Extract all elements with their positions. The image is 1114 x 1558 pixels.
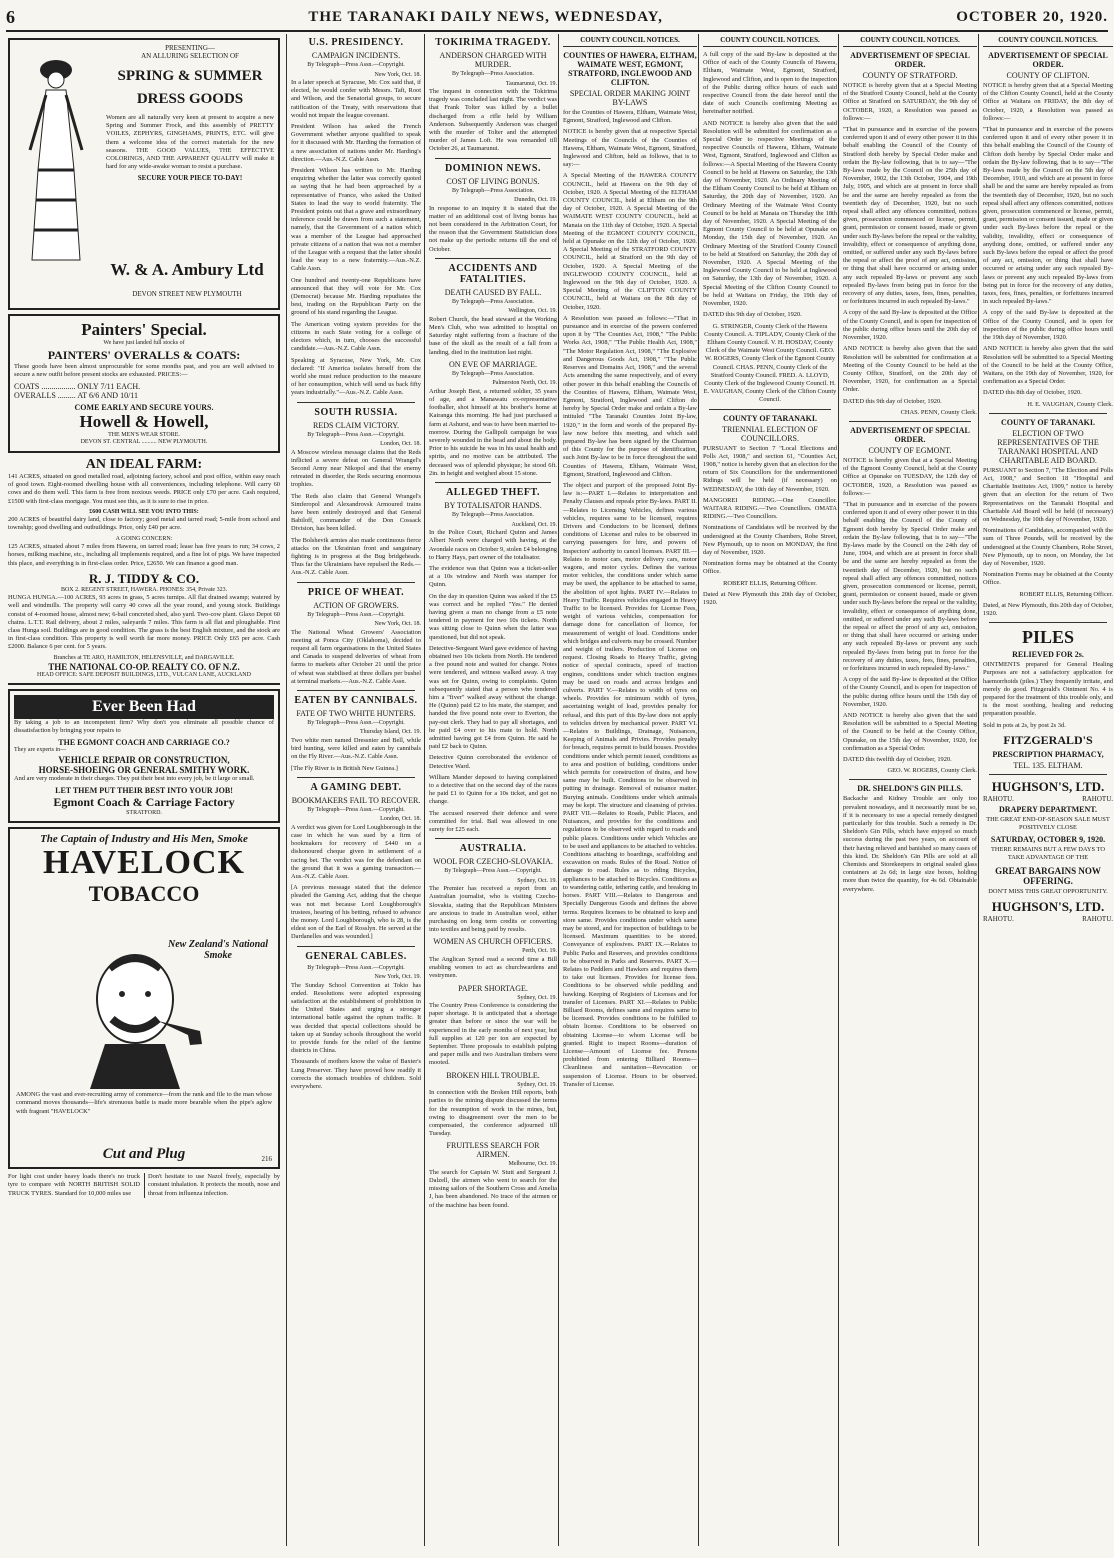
- notice-para: Nomination Forms may be obtained at the County Office.: [983, 571, 1113, 587]
- havelock-foot: Cut and Plug: [102, 1146, 186, 1163]
- article-para: Detective-Sergeant Ward gave evidence of having obtained two 10s tickets from North. He tendered a five pound note and waited for change. Notes were tendered, and witness walked away. A tray was set for Quinn, owing to complaints. Quinn subsequently stated that a person who tendered him a "fiver" walked away without the change. He (Quinn) paid £2 to his mate, the stamper, and handed the five pound note over to Everton, the pay-out clerk. They had to pay all shortages, and he paid £4 over to his mate to hold. North admitted having got £4 from Quinn. He said he paid £2 back to Quinn.: [429, 644, 557, 751]
- havelock-brand2: TOBACCO: [88, 881, 200, 907]
- notice-dated: DATED this 9th day of October, 1920.: [703, 311, 802, 319]
- article-para: Thousands of mothers know the value of Baxter's Lung Preserver. They have proved how readily it corrects the stomach troubles of children. Sold everywhere.: [291, 1058, 421, 1091]
- havelock-ad: [8, 827, 280, 1169]
- byline: By Telegraph—Press Assn.—Copyright.: [444, 868, 542, 875]
- divider: [435, 482, 551, 483]
- article-para: Detective Quinn corroborated the evidence of Detective Ward.: [429, 754, 557, 770]
- dateline: Perth, Oct. 19.: [522, 948, 557, 955]
- article-para: Two white men named Dressnier and Bell, while bird hunting, were killed and eaten by cannibals on the Fly River.—Aus.-N.Z. Cable Assn.: [291, 736, 421, 761]
- subheading: PAPER SHORTAGE.: [458, 983, 528, 993]
- piles-title: PILES: [1021, 627, 1075, 648]
- notice-para: AND NOTICE is hereby also given that the said Resolution will be submitted for confirmation as a Special Order to respective Meetings of the respective Councils of Hawera, Eltham, Waimate West, Egmont, Stratford, Inglewood and Clifton as follows:—A Special Meeting of the Hawera County Council to be held at Hawera on Saturday, the 13th day of November, 1920. An Ordinary Meeting of the Eltham County Council to be held at Eltham on Saturday, the 20th day of November, 1920. An Ordinary Meeting of the Waimate West County Council to be held at Manaia on Thursday the 18th day of November, 1920. A Special Meeting of the Egmont County Council to be held at Opunake on Monday, the 15th day of November, 1920. An Ordinary Meeting of the Stratford County Council to be held at Stratford on Saturday, the 20th day of November, 1920. A Special Meeting of the Inglewood County Council to be held at Inglewood on Saturday, the 13th day of November, 1920. A Special Meeting of the Clifton County Council to be held at Waitara on Friday, the 19th day of November, 1920.: [703, 119, 837, 308]
- notice-para: MANGOREI RIDING.—One Councillor. WAITARA RIDING.—Two Councillors. OMATA RIDING.—Two Councillors.: [703, 496, 837, 521]
- egmont-name1: THE EGMONT COACH AND CARRIAGE CO.?: [58, 738, 230, 748]
- clifton-order-title: ADVERTISEMENT OF SPECIAL ORDER.: [988, 51, 1108, 69]
- ad-highlight: GREAT BARGAINS NOW OFFERING.: [995, 865, 1101, 886]
- cannibals-heading: EATEN BY CANNIBALS.: [294, 694, 418, 706]
- news-column-2: [424, 34, 557, 1546]
- notice-para: A copy of the said By-law is deposited at the Office of the County Council, and is open for inspection of the public during office hours until the 15th day of November, 1920.: [843, 676, 977, 708]
- column-heading: COUNTY COUNCIL NOTICES.: [563, 36, 697, 47]
- fitzgerald-name: FITZGERALD'S: [1003, 732, 1093, 747]
- article-para: The American voting system provides for the citizens in each State voting for a college of electors which, in turn, chooses the successful candidate.—Aus.-N.Z. Cable Assn.: [291, 320, 421, 353]
- byline: By Telegraph—Press Assn.—Copyright.: [307, 62, 405, 68]
- ambury-address: DEVON STREET NEW PLYMOUTH: [132, 290, 242, 298]
- pipe-smoker-icon: [50, 949, 220, 1089]
- news-column-1: [286, 34, 421, 1546]
- dateline: New York, Oct. 18.: [374, 71, 421, 78]
- divider: [297, 777, 415, 778]
- howell-sub: PAINTERS' OVERALLS & COATS:: [47, 347, 241, 362]
- article-para: The Anglican Synod read a second time a Bill enabling women to act as churchwardens and vestrymen.: [429, 955, 557, 980]
- subheading: COST OF LIVING BONUS.: [446, 176, 540, 186]
- subheading: PRESCRIPTION PHARMACY,: [992, 749, 1104, 759]
- ambury-line2: DRESS GOODS: [136, 91, 244, 107]
- howell-lead: We have just landed full stocks of: [103, 340, 185, 346]
- notice-para: The object and purport of the proposed Joint By-law is:—PART I.—Relates to interpretation and Penalty Clauses and repeals prior By-laws. PART II.—Relates to Licensing Vehicles, defines various vehicles, requires same to be licensed, requires Drivers and Conductors to be licensed, defines conditions of License and rules to be observed in carrying passengers for hire, and powers of Inspectors' authority to cancel licenses. PART III.—Relates to motor cars, motor delivery cars, motor wagons, and motor cycles. Defines the various motor vehicles, the conditions under which same may be used, the appliance to be attached to same, the abolition of spot lights. PART IV.—Relates to Heavy Traffic. Requires vehicles engaged in Heavy Traffic to be licensed. Provides for License Fees, weight of various vehicles, compensation for damage done for cancellation of licence, for measurement of weight of load. Conditions under which bridges and culverts may be crossed. Number and weight of trailers. Production of License on request. Closing Roads to Heavy Traffic, giving notice of special contracts, speed of traction engines, conditions under which traction engines may be used on roads and across bridges and culverts. PART V.—Relates to width of tyres on wheels. Provides for minimum width of tyres, ascertaining weight of load, provides penalty for refusal, and this part of this By-law does not apply to vehicles driven by mechanical power. PART VI.—Relates to Buildings, Drainage, Nuisances, Keeping of Animals and Privies. Provides penalty for breach, requires permit to build houses. Provides conditions under which permit issued, conditions as to area and position of building, conditions under which permits for construction of drains, and how same may be built. Conditions to be observed in putting in drainage. Removal of nuisance matter. Burying animals. Conditions under which animals may be kept. The structure and cleansing of privies. PART VII.—Relates to Roads, Public Places, and Nuisances, and provides for the conditions and regulations to be observed with regard to roads and public places. Conditions under which Vehicles are to be used and appliances to be attached to vehicles. Conditions attaching to hoardings, scaffolding and excavation on roads. Rules of the Road. Notice of damage to road. Rules as to riding Bicycles, appliances to be attached to Bicycles. Conditions as to wandering cattle, tethering cattle, and breaking in horses. PART VIII.—Relates to Dangerous and Specially Dangerous Goods and defines the above terms. Requires licenses to be obtained to keep and store same. Provides conditions under which same may be stored, and for inspection of buildings to be licensed. Maximum quantities to be stored. Conveyance of explosives. PART IX.—Relates to Public Parks and Reserves, and provides conditions to be observed in Parks and Reserves. PART X.—Relates to Peddlers and Hawkers and requires them to take out licenses. Provides for license fees. Conditions to be observed while peddling and hawking. Keeping of Registers of Licenses and for transfer of Licenses. PART XI.—Relates to Public Billiard Rooms, defines same and requires same to be licensed. Provides conditions to be fulfilled to obtain license. Conditions to be observed on obtaining License—to whom License will be granted. Right to inspect Rooms—duration of License—Amount of License fee. Persons prohibited from entering Billiard Rooms—Cleanliness and sanitation—Revocation or suspension of License. Hours to be observed. Transfer of License.: [563, 481, 697, 1088]
- howell-tag: THE MEN'S WEAR STORE.: [108, 431, 180, 438]
- subheading: FRUITLESS SEARCH FOR AIRMEN.: [446, 1141, 540, 1160]
- ads-column: [8, 34, 280, 1546]
- subheading: COUNTY OF EGMONT.: [868, 445, 952, 455]
- byline: By Telegraph—Press Association.: [452, 370, 534, 377]
- byline: By Telegraph—Press Assn.—Copyright.: [307, 964, 405, 971]
- dateline: Sydney, Oct. 19.: [517, 1081, 557, 1088]
- subheading: SPECIAL ORDER MAKING JOINT BY-LAWS: [569, 89, 691, 107]
- dominion-news-heading: DOMINION NEWS.: [445, 162, 541, 174]
- dateline: London, Oct. 18.: [380, 816, 421, 823]
- divider: [297, 582, 415, 583]
- notice-para: "That in pursuance and in exercise of the powers conferred upon it and of every other power it in this behalf enabling the Council of the County of Stratford doth hereby by Special Order make and ordain the By-law following, that is to say—"The By-laws made by the Council on the 25th day of November, 1902, the 13th October, 1904, and 19th July, 1905, and which are at present in force shall be and the same are hereby repealed as from the twentieth day of December, 1920, but no such repeal shall affect any offences committed, notices given, prosecution commenced or license, permit, grant, permission or consent issued, made or given under such By-laws before the repeal or the validity, invalidity, effect or consequence of anything done, omitted, or suffered under any such By-laws before the repeal or affect the proof of any act, omission, or thing that shall have occurred or arising under any such repealed By-laws or prevent any such repealed By-laws from being put in force for the recovery of any duties, taxes, fees, fines, penalties, or forfeitures incurred in such repealed By-laws.": [843, 126, 977, 306]
- accidents-heading: ACCIDENTS AND FATALITIES.: [448, 262, 538, 285]
- article-para: In the Police Court, Richard Quinn and James Albert North were charged with having, at the Avondale races on October 9, stolen £4 belonging to Harry Hays, part owner of the totalisator.: [429, 529, 557, 561]
- subheading: DRAPERY DEPARTMENT.: [999, 804, 1097, 814]
- ad-para: THE GREAT END-OF-SEASON SALE MUST POSITIVELY CLOSE: [986, 815, 1110, 831]
- hospital-election-title: COUNTY OF TARANAKI.: [1000, 417, 1095, 427]
- farm-branches: Branches at TE ARO, HAMILTON, HELENSVILLE, and DARGAVILLE.: [53, 654, 235, 661]
- article-para: The search for Captain W. Stutt and Sergeant J. Dalzell, the airmen who went to search for the missing sailors of the Southern Cross and Amelia J, has been abandoned. No trace of the airmen or of the machine has been found.: [429, 1168, 557, 1209]
- article-para: President Wilson has written to Mr. Harding enquiring whether the latter was correctly quoted as saying that he had been approached by a representative of France, who asked the United States to lead the way to world fraternity. The President points out that a grave and extraordinary inference could be drawn from such a statement, namely, that the Government of a nation which was a member of the League had approached private citizens of a nation that was not a member of the League with a request that the latter should lead the way to a new fraternity.—Aus.-N.Z. Cable Assn.: [291, 167, 421, 273]
- article-para: The Reds also claim that General Wrangel's Simferopol and Alexandrovsk Armoured trains have been entirely destroyed and that General Babiloff, commander of the Don Cossack Division, has been killed.: [291, 492, 421, 533]
- subheading: ANDERSON CHARGED WITH MURDER.: [439, 51, 547, 69]
- divider: [297, 690, 415, 691]
- column-heading: COUNTY COUNCIL NOTICES.: [843, 36, 977, 47]
- egmont-experts: They are experts in—: [14, 747, 67, 754]
- egmont-town: STRATFORD.: [126, 809, 162, 816]
- farm-p4: A GOING CONCERN:: [115, 535, 173, 542]
- notice-signatures: G. STRINGER, County Clerk of the Hawera County Council. A. TIPLADY, County Clerk of the Eltham County Council. V. H. HOSDAY, County Clerk of the Waimate West County Council. GEO. W. ROGERS, County Clerk of the Egmont County Council. CHAS. PENN, County Clerk of the Stratford County Council. FRED. A. LLOYD, County Clerk of the Inglewood County Council. H. E. VAUGHAN, County Clerk of the Clifton County Council.: [703, 322, 837, 404]
- subheading: BY TOTALISATOR HANDS.: [444, 501, 542, 511]
- notice-para: A Resolution was passed as follows:—"That in pursuance and in exercise of the powers conferred upon it by "The Counties Act, 1908," "The Public Works Act, 1908," "The Public Health Act, 1908," "The Motor Regulation Act, 1908," "The Explosive and Dangerous Goods Act, 1908," "The Public Reserves and Domains Act, 1908," and the several Acts amending the same respectively, and of every other power in this behalf enabling the Councils of the Counties of Hawera, Eltham, Waimate West, Egmont, Stratford, Inglewood and Clifton do hereby by Special Order make and ordain a By-law intituled "The Taranaki Counties Joint By-law, 1920," in the form and words of the prepared By-law now before this meeting, and which said prepared By-law has been signed by the Chairman of this County for the purpose of identification, such Joint By-law to be in force throughout the said Counties of Hawera, Eltham, Waimate West, Egmont, Stratford, Inglewood and Clifton.: [563, 314, 697, 478]
- divider: [989, 413, 1107, 414]
- subheading: ON EVE OF MARRIAGE.: [449, 359, 537, 369]
- page-header: [6, 4, 1108, 32]
- notice-para: PURSUANT to Section 7 "Local Elections and Polls Act, 1908," and section 61, "Counties Act, 1908," notice is hereby given that an election for the return of Six Councillors for the undermentioned Ridings will be held (if necessary) on WEDNESDAY, the 10th day of November, 1920.: [703, 444, 837, 493]
- subheading: WOOL FOR CZECHO-SLOVAKIA.: [433, 857, 553, 867]
- notices-column-4: [978, 34, 1113, 1546]
- byline: By Telegraph—Press Assn.—Copyright.: [307, 806, 405, 813]
- byline: By Telegraph—Press Assn.—Copyright.: [307, 431, 405, 438]
- article-para: The accused reserved their defence and were committed for trial. Bail was allowed in one surety for £25 each.: [429, 809, 557, 833]
- ad-para: THERE REMAINS BUT A FEW DAYS TO TAKE ADVANTAGE OF THE: [991, 846, 1105, 862]
- farm-p1: 141 ACRES, situated on good metalled road, adjoining factory, school and post office, within easy reach of good town. Eight-roomed dwelling house with all conveniences, including telephone. Will carry 60 cows and do them well. This farm is free from noxious weeds. PRICE only £70 per acre. Cash required, £1500 with first-class mortgage. You must see this, as it is sure to rise in price.: [8, 472, 280, 505]
- egmont-cta: LET THEM PUT THEIR BEST INTO YOUR JOB!: [55, 785, 233, 795]
- howell-name: Howell & Howell,: [79, 411, 209, 431]
- havelock-body: AMONG the vast and ever-recruiting army of commerce—from the rank and file to the man whose command moves thousands—life's strenuous battle is made more bearable when the pipe's aglow with fragrant "HAVELOCK": [16, 1091, 272, 1115]
- nazol-ad: Don't hesitate to use Nazol freely, especially by constant inhalation. It protects the mouth, nose and throat from influenza infection.: [144, 1173, 280, 1198]
- divider: [989, 622, 1107, 623]
- location-label: RAHOTU.: [983, 914, 1014, 923]
- egmont-line1: VEHICLE REPAIR OR CONSTRUCTION,: [58, 754, 230, 765]
- divider: [709, 409, 831, 410]
- gaming-debt-heading: A GAMING DEBT.: [310, 781, 402, 793]
- notice-dated: Dated, at New Plymouth, this 20th day of October, 1920.: [983, 601, 1113, 617]
- notice-para: A copy of the said By-law is deposited at the Office of the County Council, and is open for inspection of the public during office hours until the 19th day of November, 1920.: [983, 309, 1113, 342]
- howell-address: DEVON ST. CENTRAL .......... NEW PLYMOUTH.: [80, 439, 208, 446]
- article-para: Robert Church, the head steward at the Working Men's Club, who was admitted to hospital on Saturday night suffering from a fracture of the base of the skull as the result of a fall from a landing, died in the institution last night.: [429, 315, 557, 356]
- subheading: TRIENNIAL ELECTION OF COUNCILLORS.: [722, 424, 818, 443]
- notice-para: Nomination forms may be obtained at the County Office.: [703, 560, 837, 576]
- howell-coats: COATS ................. ONLY 7/11 EACH.: [14, 381, 141, 391]
- byline: By Telegraph—Press Association.: [452, 187, 534, 194]
- farm-contact: BOX 2. REGENT STREET, HAWERA. PHONES: 354, Private 323.: [60, 586, 228, 593]
- general-cables-heading: GENERAL CABLES.: [305, 950, 407, 962]
- notice-para: Nominations of Candidates will be received by the undersigned at the County Chambers, Robe Street, New Plymouth, up to noon on MONDAY, the first day of November, 1920.: [703, 524, 837, 556]
- ambury-body: Women are all naturally very keen at present to acquire a new Spring and Summer Frock, and this assembly of PRETTY VOILES, ZEPHYRS, GINGHAMS, PRINTS, ETC. will give them a welcome idea of the correct materials for the new seasons. THE GOOD VALUES, THE EFFECTIVE COLORINGS, AND THE APPARENT QUALITY will make it hard for any wide-awake woman to resist a purchase.: [106, 114, 274, 171]
- ambury-selection: AN ALLURING SELECTION OF: [141, 52, 239, 60]
- joint-bylaw-title: COUNTIES OF HAWERA, ELTHAM, WAIMATE WEST, EGMONT, STRATFORD, INGLEWOOD AND CLIFTON.: [563, 51, 697, 87]
- location-label: RAHOTU.: [1082, 914, 1113, 923]
- location-label: RAHOTU.: [983, 794, 1014, 803]
- article-para: William Mander deposed to having complained to a detective that on the second day of the races he paid £1 to Quinn for a 10s ticket, and got no change.: [429, 773, 557, 806]
- egmont-order-title: ADVERTISEMENT OF SPECIAL ORDER.: [850, 425, 970, 444]
- notice-signature: ROBERT ELLIS, Returning Officer.: [723, 579, 817, 587]
- farm-p5: 125 ACRES, situated about 7 miles from Hawera, on tarred road; lease has five years to run; 34 cows, 2 horses, milking machine, etc., including all implements required, and a fine lot of pigs. We have inspected this place, and everything is in first-class order. Price, £2650. We can finance a good man.: [8, 543, 280, 567]
- farm-coop: THE NATIONAL CO-OP. REALTY CO. OF N.Z.: [48, 662, 240, 673]
- divider: [849, 421, 971, 422]
- subheading: COUNTY OF CLIFTON.: [1006, 71, 1090, 80]
- subheading: COUNTY OF STRATFORD.: [862, 71, 958, 80]
- ambury-line1: SPRING & SUMMER: [117, 68, 263, 84]
- farm-p6: HUNGA HUNGA.—100 ACRES, 93 acres in grass, 5 acres turnips. All flat drained swamp; watered by well and windmills. The property will carry 40 cows all the year round, and young stock. Buildings consist of 4-roomed house, almost new; 6-bail concreted shed, also yard. Two-cow plant. Glaxo Depot 60 chains. L.T.T. Rail delivery, about 2 miles, saleyards 7 miles. This farm is all flat and ploughable. First class Hunga soil. Buildings are in good condition. The grass is the best English mixture, and the stock are in first-class condition. This property is well worth far more money. PRICE Only £65 per acre. Cash £2000. Balance 6 per cent. for 5 years.: [8, 594, 280, 651]
- notice-dated: DATED this 9th day of October, 1920.: [843, 397, 942, 405]
- egmont-title: Ever Been Had: [14, 695, 274, 719]
- havelock-code: 216: [261, 1155, 272, 1164]
- notice-signature: CHAS. PENN, County Clerk.: [900, 408, 977, 416]
- article-para: In connection with the Broken Hill reports, both parties to the mining dispute discussed the terms for the resumption of work in the mines, but, owing to disagreement over the men to be compensated, the conference adjourned till Tuesday.: [429, 1089, 557, 1138]
- column-heading: COUNTY COUNCIL NOTICES.: [703, 36, 837, 47]
- farm-office: HEAD OFFICE: SAFE DEPOSIT BUILDINGS, LTD., VULCAN LANE, AUCKLAND: [37, 672, 251, 679]
- notices-column-1: [558, 34, 697, 1546]
- howell-overalls: OVERALLS ......... AT 6/6 AND 10/11: [14, 390, 139, 400]
- ad-para: OINTMENTS prepared for General Healing Purposes are not a satisfactory application for haemorrhoids (piles.) They frequently irritate, and merely do good. Fitzgerald's Ointment No. 4 is prepared for the treatment of this trouble only, and is the most soothing, healing and reducing preparation possible.: [983, 661, 1113, 718]
- notice-dated: Dated at New Plymouth this 20th day of October, 1920.: [703, 590, 837, 606]
- column-heading: COUNTY COUNCIL NOTICES.: [983, 36, 1113, 47]
- notice-para: A copy of the said By-law is deposited at the Office of the County Council, and is open for inspection of the public during office hours until the 20th day of November, 1920.: [843, 309, 977, 342]
- egmont-line2: HORSE-SHOEING OR GENERAL SMITHY WORK.: [38, 764, 250, 775]
- subheading: RELIEVED FOR 2s.: [1012, 650, 1084, 660]
- sale-date: SATURDAY, OCTOBER 9, 1920.: [990, 835, 1106, 845]
- dateline: New York, Oct. 19.: [374, 974, 421, 981]
- egmont-p2: And are very moderate in their charges. They put their best into every job, be it large or small.: [14, 774, 255, 782]
- ad-para: Backache and Kidney Trouble are only too prevalent nowadays, and it necessarily must be so, if it is necessary to use a special remedy designed particularly for this trouble. Such a remedy is Dr. Sheldon's Gin Pills, which have enjoyed so much success during the past two years, on account of their having relieved and banished so many cases of this kind. Dr. Sheldon's Gin Pills are sold at all Chemists and Storekeepers in original sealed glass containers at 2s 6d; in large size boxes, holding more than twice the quantity, for 4s 6d. Obtainable everywhere.: [843, 795, 977, 893]
- hughsons-name-2: HUGHSON'S, LTD.: [991, 898, 1105, 914]
- australia-heading: AUSTRALIA.: [459, 843, 527, 855]
- dateline: Melbourne, Oct. 19.: [508, 1161, 557, 1168]
- notice-para: A Special Meeting of the HAWERA COUNTY COUNCIL, held at Hawera on the 9th day of October, 1920. A Special Meeting of the ELTHAM COUNTY COUNCIL, held at Eltham on the 9th day of October, 1920. A Special Meeting of the WAIMATE WEST COUNTY COUNCIL, held at Manaia on the 11th day of October, 1920. A Special Meeting of the EGMONT COUNTY COUNCIL, held at Opunake on the 12th day of October, 1920. A Special Meeting of the STRATFORD COUNTY COUNCIL, held at Stratford on the 9th day of October, 1920. A Special Meeting of the INGLEWOOD COUNTY COUNCIL, held at Inglewood on the 9th day of October, 1920. A Special Meeting of the CLIFTON COUNTY COUNCIL, held at Waitara on the 8th day of October, 1920.: [563, 172, 697, 311]
- article-para: The evidence was that Quinn was a ticket-seller at a 10s window and North was stamper for Quinn.: [429, 564, 557, 589]
- dateline: Palmerston North, Oct. 19.: [492, 380, 557, 387]
- dateline: Taumarunui, Oct. 19.: [505, 80, 557, 87]
- notice-para: AND NOTICE is hereby also given that the said Resolution will be submitted for confirmation at a Meeting of the County Council to be held at the County Office, Stratford, on the 20th day of November, 1920, for confirmation as a Special Order.: [843, 345, 977, 394]
- article-para: [A previous message stated that the defence pleaded the Gaming Act, adding that the cheque was not met because Lord Loughborough's trustees, hearing of his betting, refused to advance the money. Lord Loughborough, who is 28, is the eldest son of the Earl of Rosslyn. He served at the Dardanelles and was wounded.]: [291, 884, 421, 941]
- byline: By Telegraph—Press Association.: [452, 512, 534, 519]
- howell-title: Painters' Special.: [81, 320, 207, 339]
- divider: [435, 158, 551, 159]
- article-para: A Moscow wireless message claims that the Reds inflicted a severe defeat on General Wrangel's Second Army near Nikopol and that the enemy retreated in disorder, the Reds securing enormous trophies.: [291, 448, 421, 489]
- byline: By Telegraph—Press Association.: [452, 71, 534, 77]
- byline: By Telegraph—Press Assn.—Copyright.: [307, 611, 405, 618]
- howell-body: These goods have been almost unprocurable for some months past, and you are well advised to secure a new outfit before present stocks are exhausted. PRICES:—: [14, 362, 274, 378]
- truck-tyre-ad: For light cost under heavy loads there's no truck tyre to compare with NORTH BRITISH SOLID TRUCK TYRES. Standard for 10,000 miles use: [8, 1173, 140, 1197]
- farm-p3: 200 ACRES of beautiful dairy land, close to factory; good metal and tarred road; 5-mile from school and township; good dwelling and outbuildings. Price, only £40 per acre.: [8, 516, 280, 532]
- howell-ad: [8, 314, 280, 453]
- subheading: REDS CLAIM VICTORY.: [312, 420, 400, 430]
- article-para: Arthur Joseph Best, a returned soldier, 35 years of age, and a Manawatu ex-representative footballer, shot himself at his brother's home at Kairanga this morning. He had just purchased a farm at Ashurst, and was to have been married to-morrow. During the Gallipoli campaign he was severely wounded in the head and about the body. Prior to his suicide he was in his usual health and spirits, and no motive can be attributed. The deceased was of splendid physique; he stood 6ft. 2in. in height and weighed about 15 stone.: [429, 387, 557, 477]
- article-para: President Wilson has asked the French Government whether anyone qualified to speak for it discussed with Mr. Harding the formation of a new association of nations under Mr. Harding's direction.—Aus.-N.Z. Cable Assn.: [291, 123, 421, 163]
- divider: [849, 779, 971, 780]
- ambury-name: W. & A. Ambury Ltd: [110, 260, 264, 279]
- notice-para: for the Counties of Hawera, Eltham, Waimate West, Egmont, Stratford, Inglewood and Clifton.: [563, 109, 697, 125]
- dateline: Auckland, Oct. 19.: [511, 521, 557, 528]
- notice-para: NOTICE is hereby given that at respective Special Meetings of the Councils of the Counties of Hawera, Eltham, Waimate West, Egmont, Stratford, Inglewood and Clifton, held as follows, that is to say:—: [563, 128, 697, 169]
- ad-para: Sold in pots at 2s, by post 2s 3d.: [983, 721, 1066, 729]
- dateline: Sydney, Oct. 19.: [517, 877, 557, 884]
- notice-dated: DATED this twelfth day of October, 1920.: [843, 756, 952, 764]
- egmont-p1: By taking a job to an incompetent firm? Why don't you eliminate all possible chance of dissatisfaction by bringing your repairs to: [14, 718, 274, 734]
- havelock-brand: HAVELOCK: [43, 844, 245, 882]
- divider: [297, 402, 415, 403]
- notice-para: NOTICE is hereby given that at a Special Meeting of the Stratford County Council, held at the County Office at Stratford on SATURDAY, the 9th day of OCTOBER, 1920, a Resolution was passed as follows:—: [843, 82, 977, 122]
- subheading: BOOKMAKERS FAIL TO RECOVER.: [291, 795, 421, 805]
- notices-column-2: [698, 34, 837, 1546]
- hughsons-name: HUGHSON'S, LTD.: [991, 778, 1105, 794]
- article-para: Speaking at Syracuse, New York, Mr. Cox declared: "If America isolates herself from the world she must reduce production to the measure of her consumption, which will send us back fifty years industrially."—Aus.-N.Z. Cable Assn.: [291, 356, 421, 397]
- subheading: WOMEN AS CHURCH OFFICERS.: [433, 937, 553, 947]
- location-label: RAHOTU.: [1082, 794, 1113, 803]
- subheading: ELECTION OF TWO REPRESENTATIVES OF THE TARANAKI HOSPITAL AND CHARITABLE AID BOARD.: [997, 428, 1099, 465]
- notice-para: "That in pursuance and in exercise of the powers conferred upon it and of every other power it in this behalf enabling the Council of the County of Egmont doth hereby by Special Order make and ordain the By-law following, that is to say—"The By-laws made by the Council on the 24th day of June, 1904, and which are at present in force shall be and the same are hereby repealed as from the twentieth day of December, 1920, but no such repeal shall affect any offences committed, notices given, prosecution commenced or license, permit, grant, permission or consent issued, made or given under such By-laws before the repeal or the validity, invalidity, effect or consequence of anything done, omitted, or suffered under any such By-laws before the repeal or affect the proof of any act, omission, or thing that shall have occurred or arising under any such repealed By-laws or prevent any such repealed By-laws from being put in force for the recovery of any duties, taxes, fees, fines, penalties, or forfeitures incurred in such repealed By-laws.": [843, 500, 977, 672]
- subheading: FATE OF TWO WHITE HUNTERS.: [296, 708, 416, 718]
- ambury-presenting: PRESENTING—: [165, 44, 215, 52]
- issue-date: OCTOBER 20, 1920.: [956, 8, 1108, 25]
- notice-dated: DATED this 8th day of October, 1920.: [983, 389, 1082, 397]
- page-number: 6: [6, 6, 15, 27]
- tokirima-heading: TOKIRIMA TRAGEDY.: [435, 37, 551, 48]
- article-para: The National Wheat Growers' Association meeting at Ponca City (Oklahoma), decided to request all farm organisations in the United States and Canada to suspend deliveries of wheat from farms to markets after October 21 until the price of wheat was stabilised at three dollars per bushel at terminal markets.—Aus.-N.Z. Cable Assn.: [291, 628, 421, 685]
- us-presidency-sub: CAMPAIGN INCIDENTS.: [311, 51, 401, 60]
- us-presidency-heading: U.S. PRESIDENCY.: [308, 37, 404, 48]
- howell-cta: COME EARLY AND SECURE YOURS.: [74, 402, 214, 412]
- dateline: New York, Oct. 18.: [374, 621, 421, 628]
- farm-name: R. J. TIDDY & CO.: [88, 570, 200, 586]
- dateline: Wellington, Oct. 19.: [508, 308, 557, 315]
- notice-para: "That in pursuance and in exercise of the powers conferred upon it and of every other power it in this behalf enabling the Council of the County of Clifton doth hereby by Special Order make and ordain the By-law following, that is to say—"The By-laws made by the Council on the 5th day of December, 1910, and which are at present in force shall be and the same are hereby repealed as from the twentieth day of December, 1920, but no such repeal shall affect any offences committed, notices given, prosecution commenced or license, permit, grant, permission or consent issued, made or given under such By-laws before the repeal or the validity, invalidity, effect or consequence of anything done, omitted, or suffered under any such By-laws before the repeal or affect the proof of any act, omission, or thing that shall have occurred or arising under any such repealed By-laws or prevent any such repealed By-laws from being put in force for the recovery of any duties, taxes, fees, fines, penalties, or forfeitures incurred in such repealed By-laws.": [983, 126, 1113, 306]
- gin-pills-title: DR. SHELDON'S GIN PILLS.: [857, 784, 963, 794]
- farm-title: AN IDEAL FARM:: [85, 456, 203, 472]
- taranaki-election-title: COUNTY OF TARANAKI.: [722, 413, 817, 423]
- divider: [435, 258, 551, 259]
- dateline: Dunedin, Oct. 19.: [514, 197, 557, 204]
- stratford-order-title: ADVERTISEMENT OF SPECIAL ORDER.: [850, 51, 970, 69]
- egmont-name2: Egmont Coach & Carriage Factory: [53, 794, 235, 809]
- masthead: THE TARANAKI DAILY NEWS, WEDNESDAY,: [308, 8, 663, 25]
- article-para: On the day in question Quinn was asked if the £5 was correct and he replied "Yes." He denied having given a man no change from a £5 note tendered in payment for two 10s tickets. North was sitting close to Quinn when the latter was questioned, but did not speak.: [429, 592, 557, 641]
- subheading: BROKEN HILL TROUBLE.: [446, 1070, 540, 1080]
- ad-para: DON'T MISS THIS GREAT OPPORTUNITY.: [988, 887, 1108, 895]
- dateline: London, Oct. 18.: [380, 441, 421, 448]
- article-para: In response to an inquiry it is stated that the matter of an additional cost of living bonus has not been considered in the Arbitration Court, for the reason that the Government Statistician does not make up the periodic returns till the end of October.: [429, 204, 557, 253]
- south-russia-heading: SOUTH RUSSIA.: [314, 406, 398, 418]
- article-para: [The Fly River is in British New Guinea.]: [291, 764, 398, 772]
- farm-ad: [8, 457, 280, 685]
- lady-figure-icon: [16, 50, 94, 280]
- article-para: The Sunday School Convention at Tokio has ended. Resolutions were adopted expressing satisfaction at the establishment of prohibition in the United States and urging a stronger international battle against the opium traffic. It was decided that special collections should be taken up at Sunday schools throughout the world to provide funds for the relief of the famine districts in China.: [291, 981, 421, 1055]
- divider: [989, 774, 1107, 775]
- notice-para: Nominations of Candidates, accompanied with the sum of Three Pounds, will be received by the undersigned at the County Chambers, Robe Street, New Plymouth, up to noon, on Monday, the 1st day of November, 1920.: [983, 527, 1113, 567]
- alleged-theft-heading: ALLEGED THEFT.: [446, 487, 540, 499]
- notices-column-3: [838, 34, 977, 1546]
- havelock-top: The Captain of Industry and His Men, Smoke: [40, 833, 248, 846]
- article-para: The Country Press Conference is considering the paper shortage. It is anticipated that a shortage greater than before or since the war will be experienced in the early months of next year, but full supplies at 120 per ton are expected by September. Three proposals to establish pulping and paper mills and two Australian timbers were mooted.: [429, 1002, 557, 1067]
- notice-para: AND NOTICE is hereby also given that the said Resolution will be submitted to a Special Meeting of the Council to be held at the County Office, Waitara, on the 19th day of November, 1920, for confirmation as a Special Order.: [983, 345, 1113, 386]
- egmont-coach-ad: [8, 689, 280, 824]
- farm-p2: £600 CASH WILL SEE YOU INTO THIS:: [89, 508, 199, 515]
- article-para: One hundred and twenty-one Republicans have announced that they will vote for Mr. Cox (Democrat) because Mr. Harding repudiates the best, trading on the Republican Party on the ground of his stand regarding the League.: [291, 276, 421, 317]
- havelock-tag: New Zealand's National Smoke: [168, 939, 269, 962]
- hughsons-location-2: [983, 915, 1113, 923]
- byline: By Telegraph—Press Assn.—Copyright.: [307, 719, 405, 726]
- ambury-cta: SECURE YOUR PIECE TO-DAY!: [137, 174, 243, 183]
- dateline: Sydney, Oct. 19.: [517, 994, 557, 1001]
- notice-para: A full copy of the said By-law is deposited at the Office of each of the County Councils of Hawera, Eltham, Waimate West, Egmont, Stratford, Inglewood and Clifton, and is open to the inspection of the Public during office hours of each said respective Council from the date hereof until the date of such Councils confirming Meeting as hereinafter notified.: [703, 51, 837, 116]
- article-para: The Premier has received a report from an Australian journalist, who is visiting Czecho-Slovakia, stating that the Republican Ministers are anxious to trade in Australian wool, either purchasing on long term credits or converting into textiles and being paid by results.: [429, 885, 557, 934]
- article-para: In a later speech at Syracuse, Mr. Cox said that, if elected, he would confer with Messrs. Taft, Root and Wilson, and the Senatorial groups, to secure ratification of the Treaty, with reservations that would not impair the league covenant.: [291, 79, 421, 119]
- notice-para: NOTICE is hereby given that at a Special Meeting of the Egmont County Council, held at the County Office at Opunake on TUESDAY, the 12th day of OCTOBER, 1920, a Resolution was passed as follows:—: [843, 456, 977, 497]
- notice-para: AND NOTICE is hereby also given that the said Resolution will be submitted to a Special Meeting of the Council to be held at the County Office, Opunake, on the 15th day of November, 1920, for confirmation as a Special Order.: [843, 712, 977, 752]
- notice-para: NOTICE is hereby given that at a Special Meeting of the Clifton County Council, held at the County Office at Waitara on FRIDAY, the 8th day of October, 1920, a Resolution was passed as follows:—: [983, 82, 1113, 122]
- article-para: The inquest in connection with the Tokirima tragedy was concluded last night. The verdict was that Frank Tolter was killed by a bullet discharged from a rifle held by William Anderson. Subsequently Anderson was charged with the murder of Tolter and the attempted murder of James Loft. He was remanded till October 26, at Taumarunui.: [429, 88, 557, 153]
- article-para: A verdict was given for Lord Loughborough in the case in which he was sued by a firm of bookmakers for recovery of £440 on a dishonoured cheque given in settlement of a racing bet. The verdict was for the defendant on the ground that it was a gaming transaction.—Aus.-N.Z. Cable Assn.: [291, 823, 421, 881]
- pharmacy-phone: TEL. 135. ELTHAM.: [1013, 760, 1083, 770]
- notice-signature: ROBERT ELLIS, Returning Officer.: [1019, 590, 1113, 598]
- ambury-ad: [8, 38, 280, 310]
- bottom-small-ads: [8, 1173, 280, 1201]
- byline: By Telegraph—Press Association.: [452, 298, 534, 305]
- notice-signature: H. E. VAUGHAN, County Clerk.: [1027, 400, 1113, 408]
- subheading: DEATH CAUSED BY FALL.: [444, 287, 542, 297]
- dateline: Thursday Island, Oct. 19.: [360, 729, 421, 736]
- article-para: The Bolshevik armies also made continuous fierce attacks on the Ukrainian front and sanguinary fighting is in progress at the Bug bridgeheads. Thus far the Ukrainians have repulsed the Reds.—Aus.-N.Z. Cable Assn.: [291, 536, 421, 577]
- hughsons-location: [983, 795, 1113, 803]
- price-of-wheat-heading: PRICE OF WHEAT.: [307, 586, 405, 598]
- notice-signature: GEO. W. ROGERS, County Clerk.: [887, 767, 977, 775]
- divider: [297, 946, 415, 947]
- notice-para: PURSUANT to Section 7, "The Election and Polls Act, 1908," and Section 18 "Hospital and Charitable Institutes Act, 1909," notice is hereby given that an election for the return of Two Representatives on the Taranaki Hospital and Charitable Aid Board will be held (if necessary) on Wednesday, the 10th day of November, 1920.: [983, 466, 1113, 523]
- divider: [435, 838, 551, 839]
- subheading: ACTION OF GROWERS.: [313, 600, 399, 610]
